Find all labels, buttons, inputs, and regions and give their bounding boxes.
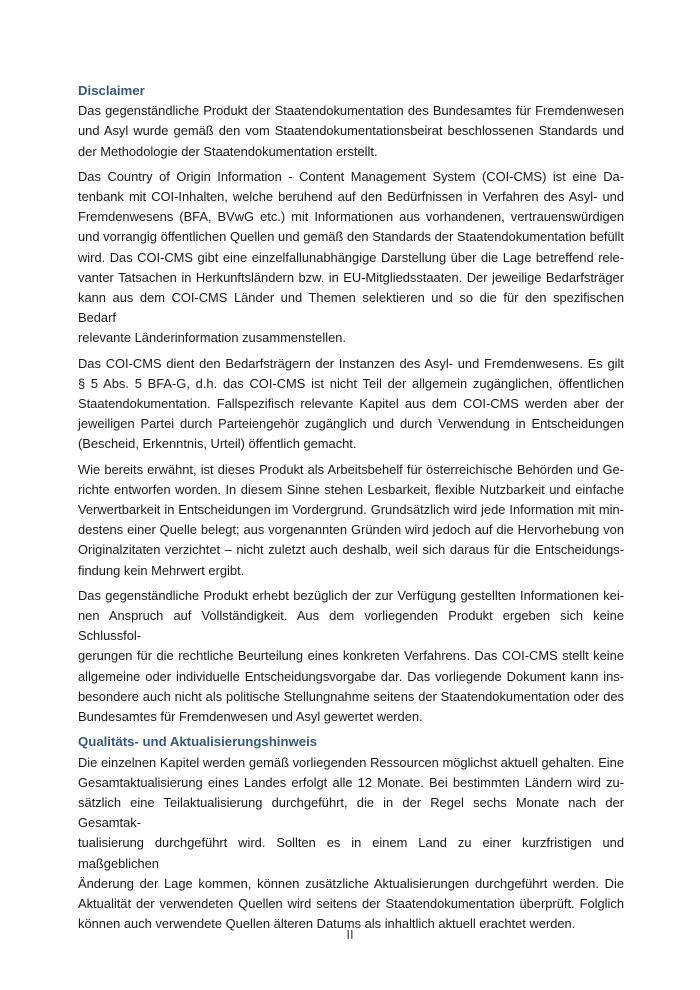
paragraph: [78, 586, 624, 727]
paragraph-line: nen Anspruch auf Vollständigkeit. Aus dem vorliegenden Produkt ergeben sich keine Schlussfol-: [78, 608, 624, 644]
paragraph-line: tualisierung durchgeführt wird. Sollten es in einem Land zu einer kurzfristigen und maßgeblichen: [78, 835, 624, 871]
paragraph: [78, 460, 624, 581]
paragraph-line: findung kein Mehrwert ergibt.: [78, 562, 245, 578]
paragraph-line: kann aus dem COI-CMS Länder und Themen selektieren und so die für den spezifischen Bedarf: [78, 290, 624, 326]
paragraph-line: Gesamtaktualisierung eines Landes erfolgt alle 12 Monate. Bei bestimmten Ländern wird zu-: [78, 774, 624, 790]
paragraph-line: tenbank mit COI-Inhalten, welche beruhend auf den Bedürfnissen in Verfahren des Asyl- und: [78, 189, 624, 205]
paragraph-line: Das gegenständliche Produkt der Staatendokumentation des Bundesamtes für Fremdenwesen: [78, 103, 624, 119]
paragraph: [78, 167, 624, 349]
paragraph: [78, 753, 624, 935]
paragraph: [78, 354, 624, 455]
paragraph-line: relevante Länderinformation zusammenstellen.: [78, 330, 346, 346]
paragraph-line: Das Country of Origin Information - Content Management System (COI-CMS) ist eine Da-: [78, 168, 624, 184]
section-heading: Qualitäts- und Aktualisierungshinweis: [78, 734, 318, 750]
paragraph-line: Das COI-CMS dient den Bedarfsträgern der Instanzen des Asyl- und Fremdenwesens. Es gilt: [78, 355, 624, 371]
paragraph-line: allgemeine oder individuelle Entscheidungsvorgabe dar. Das vorliegende Dokument kann ins-: [78, 668, 624, 684]
paragraph-line: Originalzitaten verzichtet – nicht zuletzt auch deshalb, weil sich daraus für die Entscheidungs-: [78, 542, 624, 558]
section-heading: Disclaimer: [78, 83, 145, 98]
paragraph-line: Änderung der Lage kommen, können zusätzliche Aktualisierungen durchgeführt werden. Die: [78, 875, 624, 891]
paragraph-line: Verwertbarkeit in Entscheidungen im Vordergrund. Grundsätzlich wird jede Information mit min-: [78, 502, 624, 518]
paragraph-line: Fremdenwesens (BFA, BVwG etc.) mit Informationen aus vorhandenen, vertrauenswürdigen: [78, 209, 624, 225]
paragraph-line: Bundesamtes für Fremdenwesen und Asyl gewertet werden.: [78, 709, 423, 725]
paragraph-line: und vorrangig öffentlichen Quellen und gemäß den Standards der Staatendokumentation befüllt: [78, 229, 624, 245]
paragraph-line: § 5 Abs. 5 BFA-G, d.h. das COI-CMS ist nicht Teil der allgemein zugänglichen, öffentlichen: [78, 375, 624, 391]
paragraph-line: vanter Tatsachen in Herkunftsländern bzw. in EU-Mitgliedsstaaten. Der jeweilige Bedarfsträger: [78, 269, 624, 285]
paragraph-line: Staatendokumentation. Fallspezifisch relevante Kapitel aus dem COI-CMS werden aber der: [78, 396, 624, 412]
paragraph-line: und Asyl wurde gemäß den vom Staatendokumentationsbeirat beschlossenen Standards und: [78, 123, 624, 139]
paragraph-line: können auch verwendete Quellen älteren Datums als inhaltlich aktuell erachtet werden.: [78, 916, 576, 932]
page-footer: [0, 927, 700, 943]
paragraph: [78, 101, 624, 162]
paragraph-line: besondere auch nicht als politische Stellungnahme seitens der Staatendokumentation oder des: [78, 688, 624, 704]
document-content: [78, 81, 624, 939]
paragraph-line: richte entworfen worden. In diesem Sinne stehen Lesbarkeit, flexible Nutzbarkeit und einfache: [78, 481, 624, 497]
paragraph-line: der Methodologie der Staatendokumentation erstellt.: [78, 143, 378, 159]
page-number: II: [346, 927, 354, 942]
paragraph-line: Das gegenständliche Produkt erhebt bezüglich der zur Verfügung gestellten Informationen kei-: [78, 587, 624, 603]
paragraph-line: wird. Das COI-CMS gibt eine einzelfallunabhängige Darstellung über die Lage betreffend rele-: [78, 249, 624, 265]
paragraph-line: sätzlich eine Teilaktualisierung durchgeführt, die in der Regel sechs Monate nach der Gesamtak-: [78, 794, 624, 831]
paragraph-line: gerungen für die rechtliche Beurteilung eines konkreten Verfahrens. Das COI-CMS stellt keine: [78, 648, 624, 664]
paragraph-line: Aktualität der verwendeten Quellen wird seitens der Staatendokumentation überprüft. Folglich: [78, 895, 624, 911]
paragraph-line: Wie bereits erwähnt, ist dieses Produkt als Arbeitsbehelf für österreichische Behörden und Ge-: [78, 461, 624, 477]
paragraph-line: destens einer Quelle belegt; aus vorgenannten Gründen wird jedoch auf die Hervorhebung von: [78, 522, 624, 538]
paragraph-line: jeweiligen Partei durch Parteiengehör zugänglich und durch Verwendung in Entscheidungen: [78, 416, 624, 432]
paragraph-line: Die einzelnen Kapitel werden gemäß vorliegenden Ressourcen möglichst aktuell gehalten. Eine: [78, 754, 624, 770]
paragraph-line: (Bescheid, Erkenntnis, Urteil) öffentlich gemacht.: [78, 436, 357, 452]
